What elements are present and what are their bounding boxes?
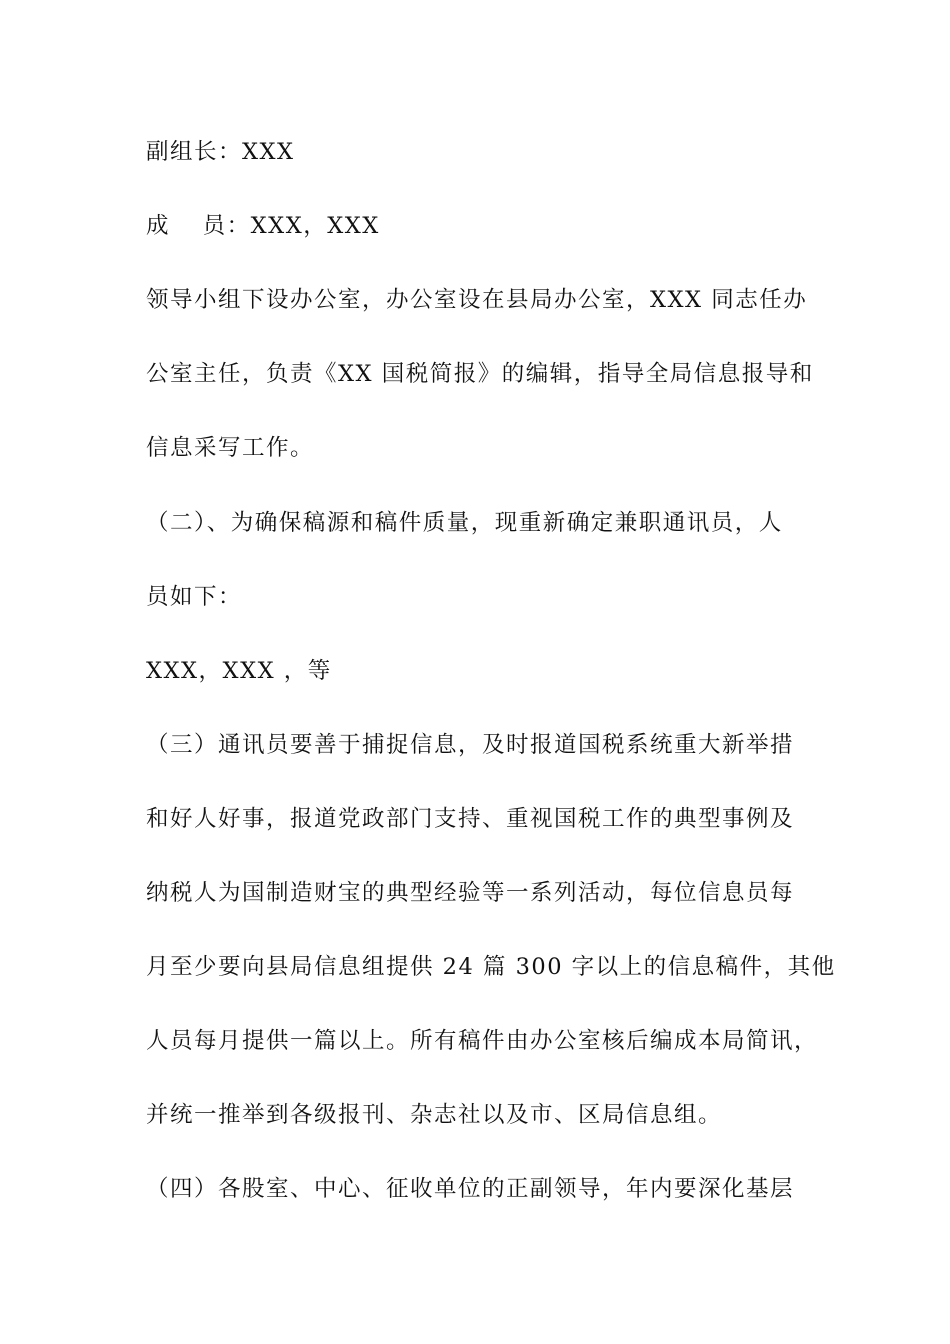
text-line: 员如下： xyxy=(146,584,243,610)
text-line-deputy-leader: 副组长：XXX xyxy=(146,139,295,165)
text-line: 信息采写工作。 xyxy=(146,435,315,461)
text-line-correspondents: XXX，XXX ，等 xyxy=(146,658,332,684)
text-line: 并统一推举到各级报刊、杂志社以及市、区局信息组。 xyxy=(146,1102,723,1128)
text-line: 人员每月提供一篇以上。所有稿件由办公室核后编成本局简讯， xyxy=(146,1028,819,1054)
text-line-section-three: （三）通讯员要善于捕捉信息，及时报道国税系统重大新举措 xyxy=(146,732,795,758)
text-line: 纳税人为国制造财宝的典型经验等一系列活动，每位信息员每 xyxy=(146,880,795,906)
text-line: 公室主任，负责《XX 国税简报》的编辑，指导全局信息报导和 xyxy=(146,361,814,387)
text-line-section-two: （二）、为确保稿源和稿件质量，现重新确定兼职通讯员，人 xyxy=(146,510,783,536)
text-line: 领导小组下设办公室，办公室设在县局办公室，XXX 同志任办 xyxy=(146,287,808,313)
text-line-section-four: （四）各股室、中心、征收单位的正副领导，年内要深化基层 xyxy=(146,1176,795,1202)
text-line-members: 成 员：XXX，XXX xyxy=(146,213,380,239)
text-line: 月至少要向县局信息组提供 24 篇 300 字以上的信息稿件，其他 xyxy=(146,954,836,980)
text-line: 和好人好事，报道党政部门支持、重视国税工作的典型事例及 xyxy=(146,806,795,832)
